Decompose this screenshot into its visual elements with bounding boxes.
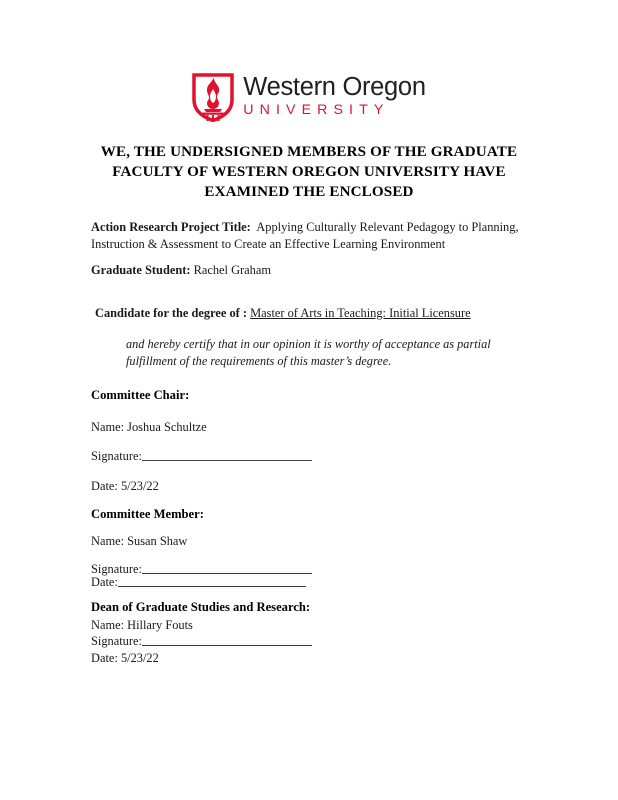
candidate-degree-value: Master of Arts in Teaching: Initial Licensure bbox=[250, 306, 471, 320]
candidate-degree-field bbox=[95, 305, 471, 322]
signature-line[interactable] bbox=[142, 562, 312, 574]
graduate-student-value: Rachel Graham bbox=[193, 263, 271, 277]
candidate-degree-label: Candidate for the degree of : bbox=[95, 306, 247, 320]
signatory-name-dean bbox=[91, 617, 193, 634]
date-label: Date: bbox=[91, 479, 118, 493]
date-label: Date: bbox=[91, 575, 118, 589]
signatory-name-committee-chair bbox=[91, 419, 207, 436]
logo-inner bbox=[192, 72, 425, 122]
project-title-label: Action Research Project Title: bbox=[91, 220, 251, 234]
signatory-role-dean: Dean of Graduate Studies and Research: bbox=[91, 600, 311, 614]
date-value: 5/23/22 bbox=[120, 651, 159, 665]
signatory-role-committee-member: Committee Member: bbox=[91, 507, 204, 521]
signature-label: Signature: bbox=[91, 634, 142, 648]
name-label: Name: bbox=[91, 534, 125, 548]
project-title-field bbox=[91, 219, 541, 253]
project-title-value-line2: Instruction & Assessment to Create an Effective Learning Environment bbox=[91, 236, 446, 251]
logo-wordmark bbox=[243, 74, 425, 119]
logo-wordmark-bottom: UNIVERSITY bbox=[243, 102, 390, 119]
date-value: 5/23/22 bbox=[120, 479, 159, 493]
date-row-committee-member[interactable] bbox=[91, 574, 306, 591]
wou-torch-shield-logo-icon bbox=[192, 72, 234, 122]
signature-line[interactable] bbox=[142, 449, 312, 461]
name-label: Name: bbox=[91, 618, 125, 632]
signature-line[interactable] bbox=[142, 634, 312, 646]
signature-label: Signature: bbox=[91, 562, 142, 576]
certification-line1: and hereby certify that in our opinion it is worthy of acceptance as partial bbox=[126, 337, 491, 351]
date-line[interactable] bbox=[118, 575, 306, 587]
certification-line2: fulfillment of the requirements of this master’s degree. bbox=[126, 354, 392, 369]
project-title-value-line1: Applying Culturally Relevant Pedagogy to Planning, bbox=[256, 220, 519, 234]
name-value: Hillary Fouts bbox=[127, 618, 193, 632]
certification-statement bbox=[126, 336, 526, 371]
graduate-student-field bbox=[91, 262, 271, 279]
signature-row-dean[interactable] bbox=[91, 633, 312, 650]
name-label: Name: bbox=[91, 420, 125, 434]
graduate-student-label: Graduate Student: bbox=[91, 263, 191, 277]
logo-wordmark-top: Western Oregon bbox=[243, 73, 426, 102]
date-row-dean bbox=[91, 650, 159, 667]
date-label: Date: bbox=[91, 651, 118, 665]
signature-row-committee-chair[interactable] bbox=[91, 448, 312, 465]
name-value: Susan Shaw bbox=[127, 534, 188, 548]
signature-label: Signature: bbox=[91, 449, 142, 463]
university-logo bbox=[0, 72, 618, 122]
page-title: WE, THE UNDERSIGNED MEMBERS OF THE GRADUATE FACULTY OF WESTERN OREGON UNIVERSITY HAVE EXAMINED THE ENCLOSED bbox=[100, 144, 518, 201]
signatory-name-committee-member bbox=[91, 533, 187, 550]
date-row-committee-chair bbox=[91, 478, 159, 495]
name-value: Joshua Schultze bbox=[127, 420, 207, 434]
signatory-role-committee-chair: Committee Chair: bbox=[91, 388, 190, 402]
